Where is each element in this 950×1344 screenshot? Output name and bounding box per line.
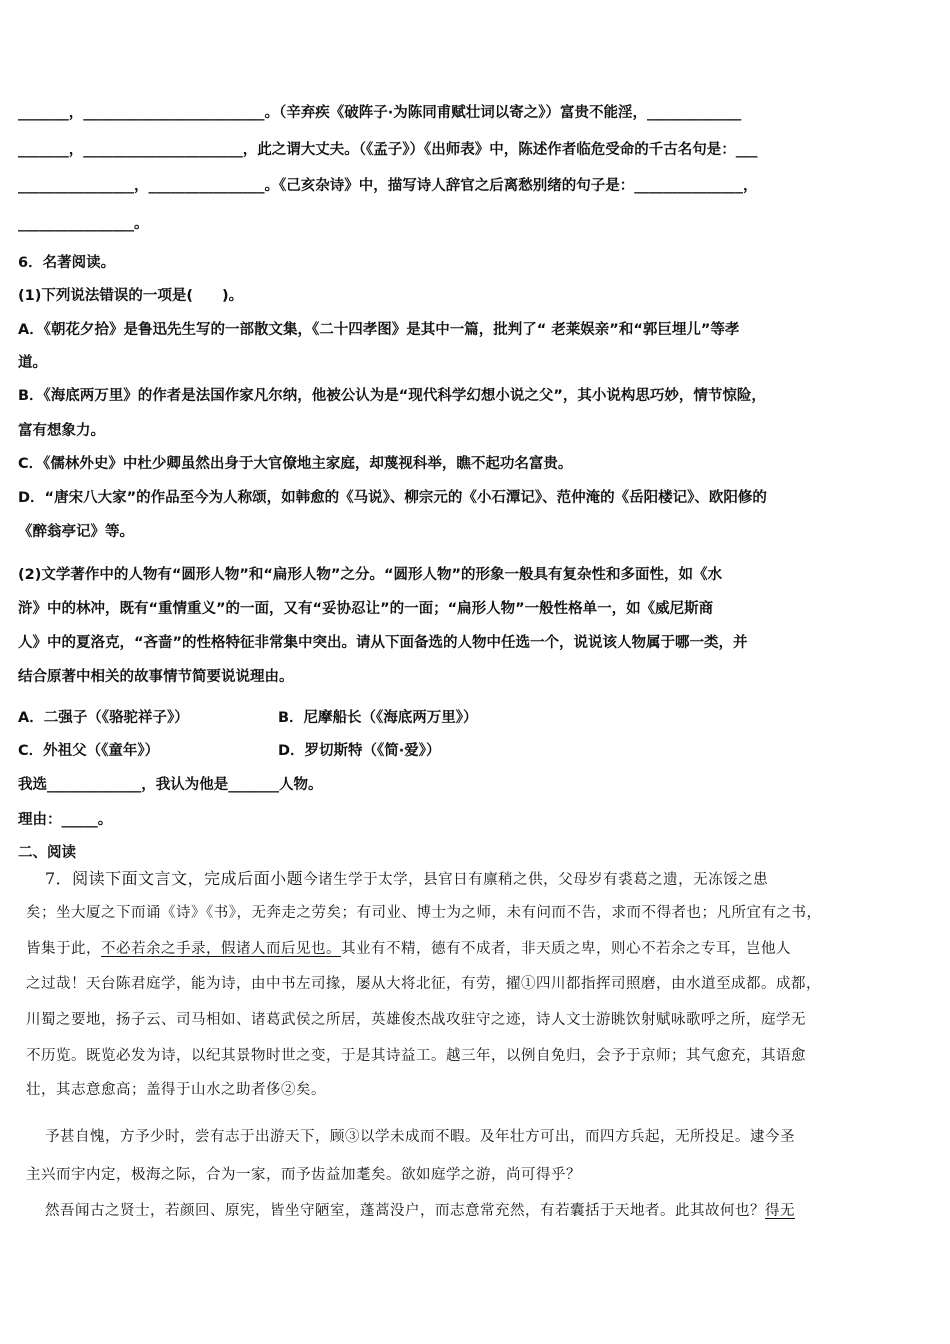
option-a-cont: 道。 — [18, 355, 47, 371]
section-heading: 二、阅读 — [18, 845, 76, 861]
underlined-sentence: 得无 — [765, 1203, 795, 1219]
blank-line: ________________，________________。《己亥杂诗》中，描写诗人辞官之后离愁别绪的句子是：_______________， — [18, 178, 758, 194]
blank-line: _______，_________________________。（辛弃疾《破阵子·为陈同甫赋壮词以寄之》）富贵不能淫，_____________ — [18, 105, 742, 121]
reason-line: 理由：_____。 — [18, 812, 113, 828]
choice-d: D．罗切斯特（《简·爱》） — [278, 743, 441, 759]
passage-line: 之过哉！天台陈君庭学，能为诗，由中书左司掾，屡从大将北征，有劳，擢①四川都指挥司照磨，由水道至成都。成都， — [26, 976, 821, 992]
underlined-sentence: 不必若余之手录，假诸人而后见也。 — [101, 941, 341, 957]
option-c: C．《儒林外史》中杜少卿虽然出身于大官僚地主家庭，却蔑视科举，瞧不起功名富贵。 — [18, 456, 573, 472]
option-d-cont: 《醉翁亭记》等。 — [18, 524, 134, 540]
question-title: 7．阅读下面文言文，完成后面小题 — [45, 869, 304, 888]
sub-question-2: 人》中的夏洛克，“吝啬”的性格特征非常集中突出。请从下面备选的人物中任选一个，说说该人物属于哪一类，并 — [18, 635, 748, 651]
passage-line: 壮，其志意愈高；盖得于山水之助者侈②矣。 — [26, 1082, 326, 1098]
option-a: A．《朝花夕拾》是鲁迅先生写的一部散文集，《二十四孝图》是其中一篇，批判了“ 老莱娱亲”和“郭巨埋儿”等孝 — [18, 322, 740, 338]
passage-line: 矣；坐大厦之下而诵《诗》《书》，无奔走之劳矣；有司业、博士为之师，未有问而不告，求而不得者也；凡所宜有之书， — [26, 905, 822, 921]
passage-line — [45, 869, 768, 890]
passage-text: 然吾闻古之贤士，若颜回、原宪，皆坐守陋室，蓬蒿没户，而志意常充然，有若囊括于天地者。此其故何也？ — [45, 1203, 765, 1219]
choice-a: A．二强子（《骆驼祥子》） — [18, 710, 189, 726]
blank-line: ________________。 — [18, 216, 149, 232]
passage-text: 皆集于此， — [26, 941, 101, 957]
passage-text: 其业有不精，德有不成者，非天质之卑，则心不若余之专耳，岂他人 — [341, 941, 791, 957]
passage-line: 川蜀之要地，扬子云、司马相如、诸葛武侯之所居，英雄俊杰战攻驻守之迹，诗人文士游眺饮射赋咏歌呼之所，庭学无 — [26, 1012, 806, 1028]
blank-line: _______，______________________，此之谓大丈夫。（《孟子》）《出师表》中，陈述作者临危受命的千古名句是：___ — [18, 142, 758, 158]
question-title: 6．名著阅读。 — [18, 255, 116, 271]
passage-line — [45, 1201, 795, 1221]
passage-line: 主兴而宇内定，极海之际，合为一家，而予齿益加耄矣。欲如庭学之游，尚可得乎？ — [26, 1167, 581, 1183]
option-b-cont: 富有想象力。 — [18, 423, 105, 439]
sub-question-1: (1)下列说法错误的一项是( )。 — [18, 288, 244, 304]
passage-line: 不历览。既览必发为诗，以纪其景物时世之变，于是其诗益工。越三年，以例自免归，会予于京师；其气愈充，其语愈 — [26, 1048, 806, 1064]
sub-question-2: 结合原著中相关的故事情节简要说说理由。 — [18, 669, 294, 685]
option-d: D．“唐宋八大家”的作品至今为人称颂，如韩愈的《马说》、柳宗元的《小石潭记》、范仲淹的《岳阳楼记》、欧阳修的 — [18, 490, 767, 506]
answer-line: 我选_____________，我认为他是_______人物。 — [18, 777, 323, 793]
choice-b: B．尼摩船长（《海底两万里》） — [278, 710, 478, 726]
sub-question-2: 浒》中的林冲，既有“重情重义”的一面，又有“妥协忍让”的一面；“扁形人物”一般性格单一，如《威尼斯商 — [18, 601, 714, 617]
passage-line: 予甚自愧，方予少时，尝有志于出游天下，顾③以学未成而不暇。及年壮方可出，而四方兵起，无所投足。逮今圣 — [45, 1129, 795, 1145]
passage-line — [26, 939, 791, 959]
passage-text: 今诸生学于太学，县官日有廪稍之供，父母岁有裘葛之遗，无冻馁之患 — [303, 872, 769, 888]
sub-question-2: (2)文学著作中的人物有“圆形人物”和“扁形人物”之分。“圆形人物”的形象一般具有复杂性和多面性，如《水 — [18, 567, 723, 583]
option-b: B．《海底两万里》的作者是法国作家凡尔纳，他被公认为是“现代科学幻想小说之父”，其小说构思巧妙，情节惊险， — [18, 388, 766, 404]
choice-c: C．外祖父（《童年》） — [18, 743, 160, 759]
